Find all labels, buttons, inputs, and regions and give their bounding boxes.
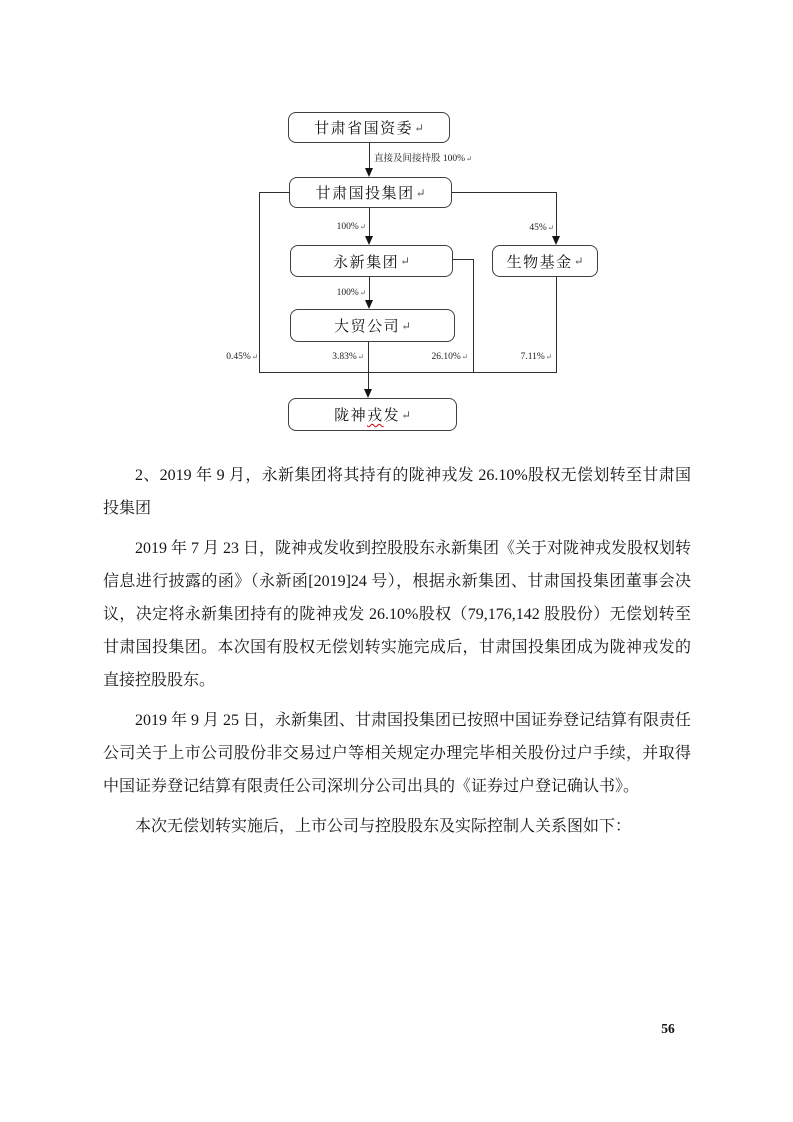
node-label: 陇神戎发 (334, 408, 401, 424)
paragraph-mark: ↵ (401, 408, 411, 422)
paragraph-mark: ↵ (359, 222, 366, 231)
paragraph: 2019 年 7 月 23 日，陇神戎发收到控股股东永新集团《关于对陇神戎发股权划转信息进行披露的函》（永新函[2019]24 号），根据永新集团、甘肃国投集团董事会决议，决定将永新集团持有的陇神戎发 26.10%股权（79,176,142 股股份）无偿划转至甘肃国投集团。本次国有股权无偿划转实施完成后，甘肃国投集团成为陇神戎发的直接控股股东。 (103, 540, 692, 689)
spellcheck-underline: 戎 (367, 408, 384, 424)
edge-label-2610: 26.10%↵ (431, 352, 468, 362)
edge-line-guotou-yongxin (369, 208, 370, 236)
paragraph-mark: ↵ (359, 288, 366, 297)
arrow-down-icon (365, 300, 373, 309)
edge-label-45: 45%↵ (529, 223, 554, 233)
edge-line-sasac-guotou (369, 143, 370, 168)
body-text (103, 459, 691, 850)
edge-line-damao-longshen-v (368, 342, 369, 389)
paragraph-mark: ↵ (357, 352, 364, 361)
paragraph-mark: ↵ (400, 255, 410, 268)
edge-line-yongxin-longshen-h (453, 259, 474, 260)
node-label: 甘肃省国资委 (314, 121, 414, 137)
page-number: 56 (661, 1021, 675, 1036)
node-longshen-rongfa (288, 398, 457, 431)
edge-line-guotou-longshen-v (259, 192, 260, 373)
edge-line-guotou-longshen-h (259, 192, 289, 193)
arrow-down-icon (365, 168, 373, 177)
node-label: 大贸公司 (334, 319, 401, 335)
arrow-down-icon (365, 236, 373, 245)
edge-line-guotou-biofund-v (556, 192, 557, 236)
edge-line-guotou-biofund-h (452, 192, 557, 193)
paragraph-mark: ↵ (414, 121, 424, 135)
section-heading: 2、2019 年 9 月，永新集团将其持有的陇神戎发 26.10%股权无偿划转至甘肃国投集团 (103, 467, 691, 517)
paragraph-mark: ↵ (547, 223, 554, 232)
arrow-down-icon (364, 389, 372, 398)
arrow-down-icon (552, 236, 560, 245)
paragraph-mark: ↵ (466, 154, 473, 163)
node-label: 永新集团 (333, 254, 400, 271)
edge-label-383: 3.83%↵ (332, 352, 364, 362)
edge-line-biofund-longshen-v (556, 277, 557, 373)
edge-label-direct-indirect-100: 直接及间接持股 100%↵ (374, 154, 473, 164)
edge-label-100-yongxin-damao: 100%↵ (336, 288, 366, 298)
edge-line-yongxin-damao (369, 277, 370, 300)
paragraph-mark: ↵ (573, 255, 584, 268)
node-label: 生物基金 (506, 254, 573, 271)
paragraph-mark: ↵ (545, 352, 552, 361)
paragraph-mark: ↵ (251, 352, 258, 361)
paragraph: 2019 年 9 月 25 日，永新集团、甘肃国投集团已按照中国证券登记结算有限责任公司关于上市公司股份非交易过户等相关规定办理完毕相关股份过户手续，并取得中国证券登记结算有限责任公司深圳分公司出具的《证券过户登记确认书》。 (103, 712, 692, 795)
node-gansu-sasac (288, 112, 450, 143)
edge-label-711: 7.11%↵ (520, 352, 552, 362)
paragraph-mark: ↵ (415, 186, 426, 200)
node-yongxin-group (290, 245, 453, 277)
edge-label-045: 0.45%↵ (226, 352, 258, 362)
node-bio-fund (492, 245, 598, 277)
node-gansu-guotou (289, 177, 452, 208)
paragraph: 本次无偿划转实施后，上市公司与控股股东及实际控制人关系图如下： (135, 818, 632, 835)
edge-collector-line (259, 372, 558, 373)
node-damao-company (290, 309, 455, 342)
paragraph-mark: ↵ (401, 319, 411, 333)
edge-label-100-guotou-yongxin: 100%↵ (336, 222, 366, 232)
node-label: 甘肃国投集团 (315, 186, 415, 202)
paragraph-mark: ↵ (461, 352, 468, 361)
edge-line-yongxin-longshen-v (473, 259, 474, 373)
